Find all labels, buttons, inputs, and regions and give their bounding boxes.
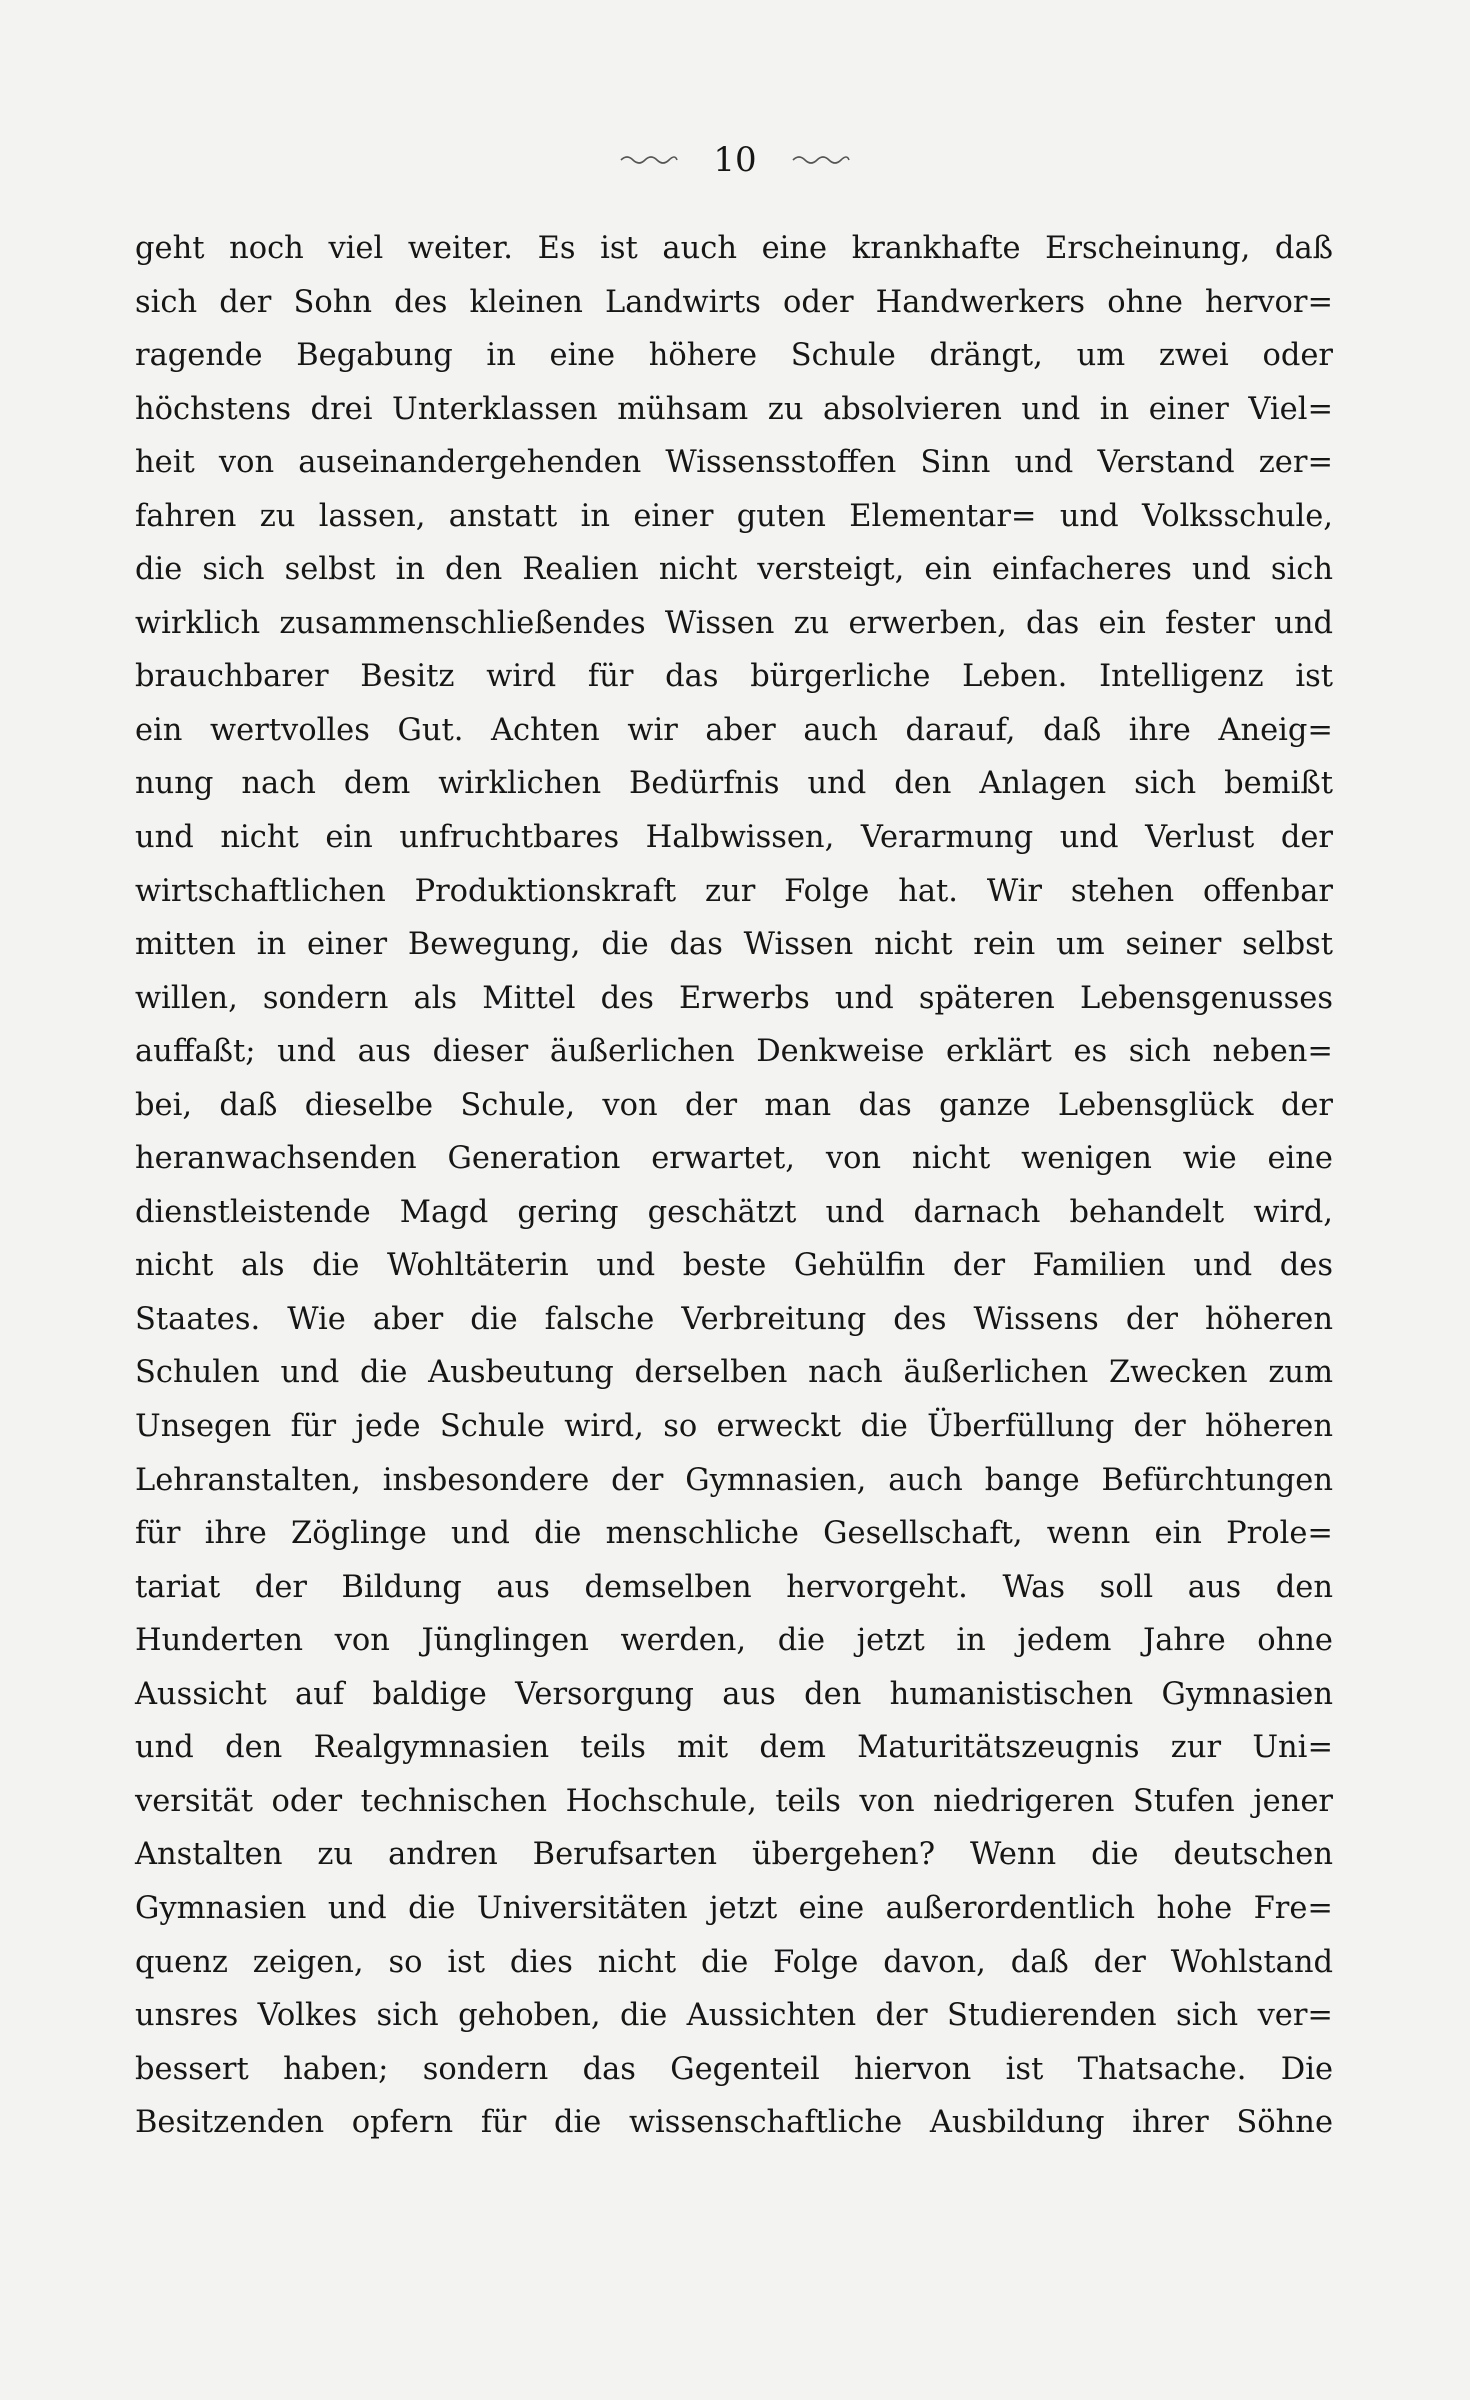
text-line: Aussicht auf baldige Versorgung aus den humanistischen Gymnasien [135, 1676, 1333, 1712]
text-line: quenz zeigen, so ist dies nicht die Folge davon, daß der Wohlstand [135, 1944, 1333, 1980]
text-line: höchstens drei Unterklassen mühsam zu absolvieren und in einer Viel= [135, 391, 1333, 427]
text-line: willen, sondern als Mittel des Erwerbs und späteren Lebensgenusses [135, 980, 1333, 1016]
text-line: bei, daß dieselbe Schule, von der man das ganze Lebensglück der [135, 1087, 1333, 1123]
text-line: brauchbarer Besitz wird für das bürgerliche Leben. Intelligenz ist [135, 659, 1333, 695]
text-line: Hunderten von Jünglingen werden, die jetzt in jedem Jahre ohne [135, 1623, 1333, 1659]
text-line: wirtschaftlichen Produktionskraft zur Folge hat. Wir stehen offenbar [135, 873, 1333, 909]
text-line: heranwachsenden Generation erwartet, von nicht wenigen wie eine [135, 1141, 1333, 1177]
text-line: und den Realgymnasien teils mit dem Maturitätszeugnis zur Uni= [135, 1730, 1333, 1766]
text-line: Schulen und die Ausbeutung derselben nach äußerlichen Zwecken zum [135, 1355, 1333, 1391]
text-line: Gymnasien und die Universitäten jetzt eine außerordentlich hohe Fre= [135, 1890, 1333, 1926]
text-line: ein wertvolles Gut. Achten wir aber auch darauf, daß ihre Aneig= [135, 712, 1333, 748]
text-line: Staates. Wie aber die falsche Verbreitung des Wissens der höheren [135, 1301, 1333, 1337]
text-line: auffaßt; und aus dieser äußerlichen Denkweise erklärt es sich neben= [135, 1034, 1333, 1070]
text-line: Lehranstalten, insbesondere der Gymnasien, auch bange Befürchtungen [135, 1462, 1333, 1498]
text-line: nicht als die Wohltäterin und beste Gehülfin der Familien und des [135, 1248, 1333, 1284]
left-ornament-icon [619, 153, 679, 167]
text-line: tariat der Bildung aus demselben hervorgeht. Was soll aus den [135, 1569, 1333, 1605]
text-line: nung nach dem wirklichen Bedürfnis und den Anlagen sich bemißt [135, 766, 1333, 802]
text-line: und nicht ein unfruchtbares Halbwissen, Verarmung und Verlust der [135, 820, 1333, 856]
text-line: Besitzenden opfern für die wissenschaftliche Ausbildung ihrer Söhne [135, 2105, 1333, 2141]
text-line: für ihre Zöglinge und die menschliche Gesellschaft, wenn ein Prole= [135, 1516, 1333, 1552]
text-line: heit von auseinandergehenden Wissensstoffen Sinn und Verstand zer= [135, 445, 1333, 481]
text-line: geht noch viel weiter. Es ist auch eine krankhafte Erscheinung, daß [135, 231, 1333, 266]
text-line: bessert haben; sondern das Gegenteil hiervon ist Thatsache. Die [135, 2051, 1333, 2087]
text-line: sich der Sohn des kleinen Landwirts oder Handwerkers ohne hervor= [135, 284, 1333, 320]
text-line: Unsegen für jede Schule wird, so erweckt die Überfüllung der höheren [135, 1409, 1333, 1445]
text-line: die sich selbst in den Realien nicht versteigt, ein einfacheres und sich [135, 552, 1333, 588]
text-line: wirklich zusammenschließendes Wissen zu erwerben, das ein fester und [135, 605, 1333, 641]
text-line: versität oder technischen Hochschule, teils von niedrigeren Stufen jener [135, 1783, 1333, 1819]
text-line: unsres Volkes sich gehoben, die Aussichten der Studierenden sich ver= [135, 1998, 1333, 2034]
body-paragraph [135, 222, 1333, 2150]
text-line: ragende Begabung in eine höhere Schule drängt, um zwei oder [135, 338, 1333, 374]
text-line: Anstalten zu andren Berufsarten übergehen? Wenn die deutschen [135, 1837, 1333, 1873]
page-number: 10 [713, 140, 757, 180]
text-line: mitten in einer Bewegung, die das Wissen nicht rein um seiner selbst [135, 927, 1333, 963]
text-line: fahren zu lassen, anstatt in einer guten Elementar= und Volksschule, [135, 498, 1333, 534]
page-header [0, 140, 1470, 180]
right-ornament-icon [791, 153, 851, 167]
text-line: dienstleistende Magd gering geschätzt und darnach behandelt wird, [135, 1194, 1333, 1230]
